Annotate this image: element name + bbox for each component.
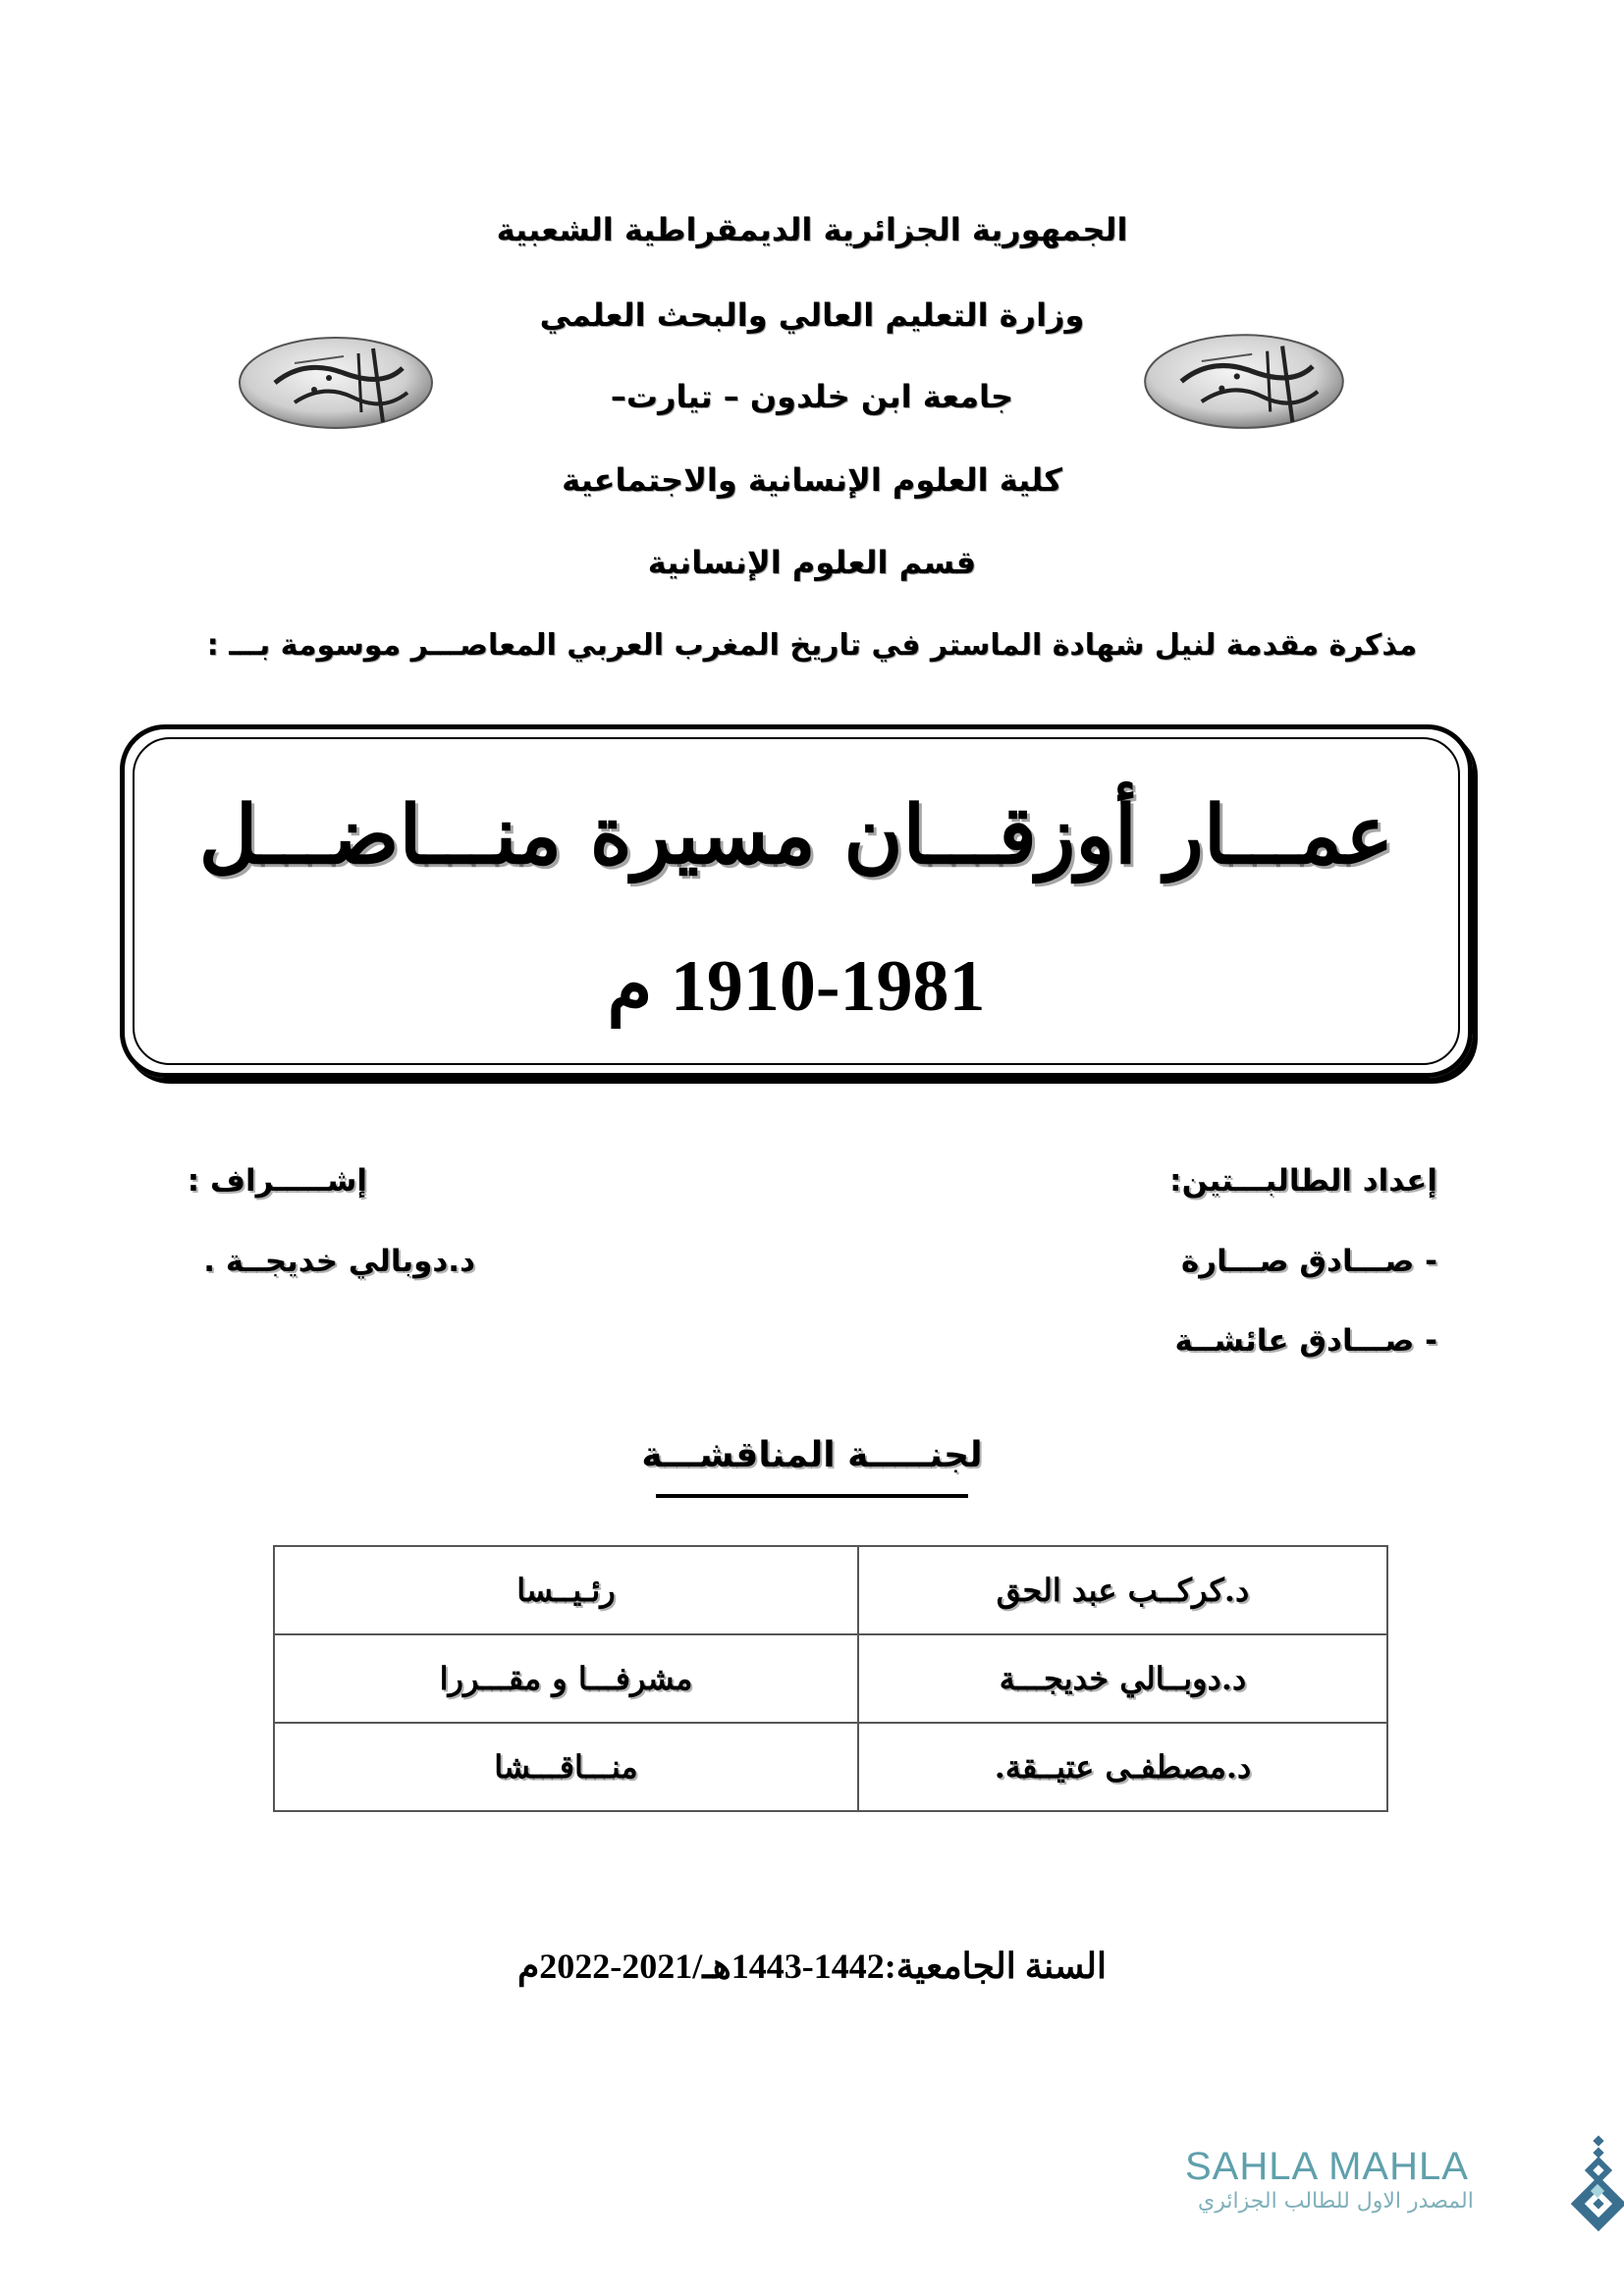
title-box [120,724,1473,1078]
brand-logo-icon [1571,2135,1624,2243]
header-republic: الجمهورية الجزائرية الديمقراطية الشعبية [496,211,1128,248]
brand-tagline: المصدر الاول للطالب الجزائري [1198,2189,1474,2214]
header-faculty: كلية العلوم الإنسانية والاجتماعية [562,461,1062,499]
committee-member-name: د.مصطفـى عتيــقة. [858,1723,1387,1811]
committee-table [273,1545,1388,1812]
committee-member-name: د.دوبــالي خديجـــة [858,1634,1387,1723]
sahla-mahla-brand [1178,2135,1610,2243]
students-label: إعداد الطالبـــتين: [1169,1163,1437,1199]
student-name-2: - صـــادق عائشــة [1174,1323,1437,1359]
committee-member-role: منـــاقـــشا [274,1723,858,1811]
brand-name: SAHLA MAHLA [1185,2145,1469,2188]
academic-year: السنة الجامعية:1442-1443هـ/2021-2022م [516,1947,1108,1986]
table-row [274,1723,1387,1811]
committee-member-role: رئـيــسا [274,1546,858,1634]
committee-member-name: د.كركــب عبد الحق [858,1546,1387,1634]
committee-title: لجنـــــة المناقشـــة [641,1435,983,1475]
table-row [274,1634,1387,1723]
thesis-subtitle: مذكرة مقدمة لنيل شهادة الماستر في تاريخ المغرب العربي المعاصـــر موسومة بـــ : [206,628,1418,663]
thesis-years: 1910-1981 م [607,946,986,1027]
thesis-title: عمـــار أوزقـــان مسيرة منـــاضـــل [198,788,1394,882]
supervisor-name: د.دوبالي خديجــة . [203,1244,475,1279]
header-department: قسم العلوم الإنسانية [647,544,977,581]
header-university: جامعة ابن خلدون – تيارت– [610,378,1014,415]
committee-member-role: مشرفـــا و مقـــررا [274,1634,858,1723]
table-row [274,1546,1387,1634]
header-ministry: وزارة التعليم العالي والبحث العلمي [539,296,1085,334]
supervisor-label: إشـــــراف : [187,1163,367,1199]
committee-title-underline [656,1494,968,1498]
student-name-1: - صـــادق صـــارة [1181,1244,1437,1279]
